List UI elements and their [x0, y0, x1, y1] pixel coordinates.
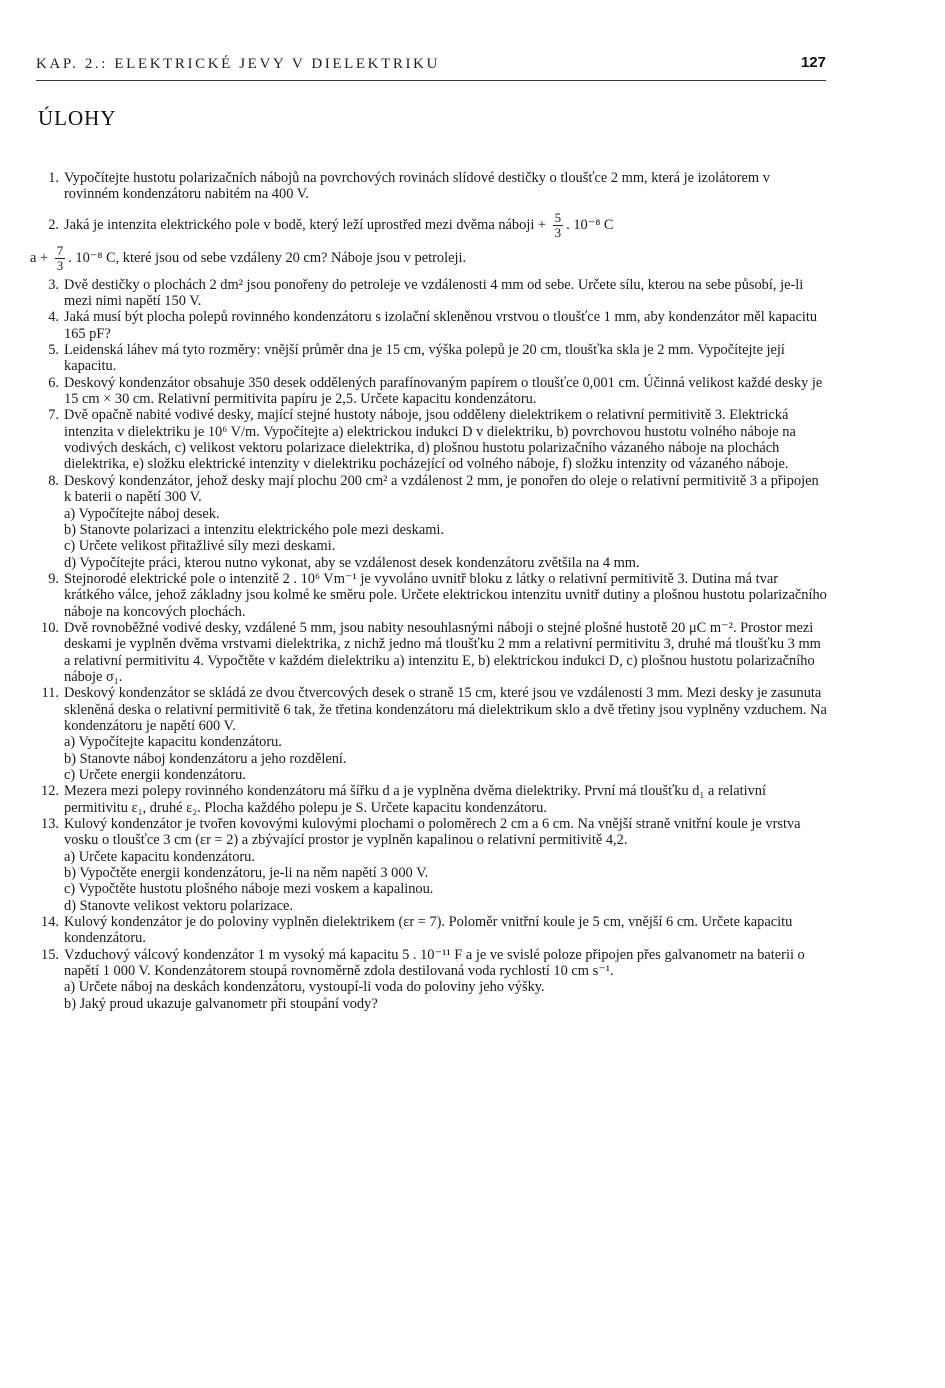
section-title: ÚLOHY: [38, 106, 117, 130]
problem-number: 14.: [41, 914, 59, 931]
problem-13: [30, 816, 828, 914]
page-number: 127: [800, 54, 826, 71]
fraction-7-3: $\frac{7}{3}$: [56, 242, 64, 273]
subquestion-a: a) Určete kapacitu kondenzátoru.: [64, 848, 255, 865]
running-title: KAP. 2.: ELEKTRICKÉ JEVY V DIELEKTRIKU: [36, 56, 440, 72]
problem-2-line-2: [30, 244, 828, 273]
problem-9: [30, 571, 828, 620]
problem-number: 5.: [48, 342, 59, 359]
problem-7: [30, 407, 828, 472]
page-header: [36, 52, 826, 82]
problem-4: [30, 309, 828, 342]
problem-text: Leidenská láhev má tyto rozměry: vnější průměr dna je 15 cm, výška polepů je 20 cm, tloušťka skla je 2 mm. Vypočítejte její kapacitu.: [64, 342, 785, 375]
problem-number: 13.: [41, 816, 59, 833]
subquestion-b: b) Stanovte náboj kondenzátoru a jeho rozdělení.: [64, 750, 347, 767]
problem-text: a +: [30, 249, 49, 266]
problem-3: [30, 277, 828, 310]
problem-number: 7.: [48, 407, 59, 424]
problem-1: [30, 170, 828, 203]
subquestion-a: a) Určete náboj na deskách kondenzátoru, vystoupí-li voda do poloviny jeho výšky.: [64, 979, 545, 996]
fraction-5-3: $\frac{5}{3}$: [554, 209, 562, 240]
problem-list: [30, 170, 828, 1012]
problem-number: 8.: [48, 472, 59, 489]
subquestion-b: b) Jaký proud ukazuje galvanometr při stoupání vody?: [64, 995, 378, 1012]
header-rule: [36, 80, 826, 81]
problem-text: . 10⁻⁸ C, které jsou od sebe vzdáleny 20 cm? Náboje jsou v petroleji.: [68, 249, 467, 266]
problem-text: Stejnorodé elektrické pole o intenzitě 2 . 10⁶ Vm⁻¹ je vyvoláno uvnitř bloku z látky o relativní permitivitě 3. Dutina má tvar krátkého válce, jehož základny jsou kolmé ke směru pole. Určete elektrickou intenzitu uvnitř dutiny a plošnou hustotu polarizačního náboje na koncových plochách.: [64, 570, 827, 620]
problem-number: 15.: [41, 946, 59, 963]
problem-text: Vypočítejte hustotu polarizačních nábojů na povrchových rovinách slídové destičky o tloušťce 2 mm, která je izolátorem v rovinném kondenzátoru nabitém na 400 V.: [64, 170, 770, 203]
problem-number: 10.: [41, 619, 59, 636]
subquestion-c: c) Určete energii kondenzátoru.: [64, 767, 246, 783]
problem-2-line-1: [64, 211, 828, 240]
problem-number: 2.: [48, 216, 59, 233]
problem-number: 1.: [48, 170, 59, 186]
problem-15: [30, 947, 828, 1012]
problem-text: . 10⁻⁸ C: [566, 216, 614, 233]
subquestion-d: d) Stanovte velikost vektoru polarizace.: [64, 897, 293, 914]
problem-number: 12.: [41, 783, 59, 800]
problem-text: Mezera mezi polepy rovinného kondenzátoru má šířku d a je vyplněna dvěma dielektriky. První má tloušťku d₁ a relativní permitivitu ε₁, druhé ε₂. Plocha každého polepu je S. Určete kapacitu kondenzátoru.: [64, 783, 766, 816]
problem-6: [30, 375, 828, 408]
problem-text: Kulový kondenzátor je tvořen kovovými kulovými plochami o poloměrech 2 cm a 6 cm. Na vnější straně vnitřní koule je vrstva vosku o tloušťce 3 cm (εr = 2) a zbývající prostor je vyplněn kapalinou o relativní permitivitě 4,2.: [64, 816, 801, 849]
problem-number: 6.: [48, 374, 59, 391]
subquestion-a: a) Vypočítejte náboj desek.: [64, 505, 220, 522]
problem-10: [30, 620, 828, 685]
problem-2: [30, 211, 828, 273]
problem-text: Jaká je intenzita elektrického pole v bodě, který leží uprostřed mezi dvěma náboji +: [64, 216, 547, 233]
problem-8: [30, 473, 828, 571]
subquestion-b: b) Stanovte polarizaci a intenzitu elektrického pole mezi deskami.: [64, 521, 445, 538]
subquestion-a: a) Vypočítejte kapacitu kondenzátoru.: [64, 734, 282, 751]
subquestion-d: d) Vypočítejte práci, kterou nutno vykonat, aby se vzdálenost desek kondenzátoru zvětšila na 4 mm.: [64, 554, 640, 571]
problem-text: Deskový kondenzátor, jehož desky mají plochu 200 cm² a vzdálenost 2 mm, je ponořen do oleje o relativní permitivitě 3 a připojen k baterii o napětí 300 V.: [64, 472, 819, 506]
problem-12: [30, 783, 828, 816]
problem-text: Jaká musí být plocha polepů rovinného kondenzátoru s izolační skleněnou vrstvou o tloušťce 1 mm, aby kondenzátor měl kapacitu 165 pF?: [64, 309, 818, 342]
problem-text: Dvě rovnoběžné vodivé desky, vzdálené 5 mm, jsou nabity nesouhlasnými náboji o stejné plošné hustotě 20 μC m⁻². Prostor mezi deskami je vyplněn dvěma vrstvami dielektrika, z nichž jedno má tloušťku 2 mm a relativní permitivitu 3, druhé má tloušťku 3 mm a relativní permitivitu 4. Vypočtěte v každém dielektriku a) intenzitu E, b) elektrickou indukci D, c) plošnou hustotu polarizačního náboje σ₁.: [64, 619, 821, 685]
problem-number: 11.: [41, 685, 59, 702]
problem-text: Deskový kondenzátor se skládá ze dvou čtvercových desek o straně 15 cm, které jsou ve vzdálenosti 3 mm. Mezi desky je zasunuta skleněná deska o relativní permitivitě 6 tak, že třetina kondenzátoru má dielektrikum sklo a dvě třetiny jsou vyplněny vzduchem. Na kondenzátoru je napětí 600 V.: [64, 685, 827, 734]
problem-text: Vzduchový válcový kondenzátor 1 m vysoký má kapacitu 5 . 10⁻¹¹ F a je ve svislé poloze připojen přes galvanometr na baterii o napětí 1 000 V. Kondenzátorem stoupá rovnoměrně zdola destilovaná voda rychlostí 10 cm s⁻¹.: [64, 946, 805, 980]
problem-number: 9.: [48, 570, 59, 587]
problem-11: [30, 685, 828, 783]
problem-14: [30, 914, 828, 947]
problem-text: Dvě opačně nabité vodivé desky, mající stejné hustoty náboje, jsou odděleny dielektrikem o relativní permitivitě 3. Elektrická intenzita v dielektriku je 10⁶ V/m. Vypočítejte a) elektrickou indukci D v dielektriku, b) povrchovou hustotu volného náboje na vodivých deskách, c) velikost vektoru polarizace dielektrika, d) plošnou hustotu polarizačního vázaného náboje na plochách dielektrika, e) složku elektrické intenzity v dielektriku pocházející od volného náboje, f) složku intenzity od vázaného náboje.: [64, 407, 796, 473]
subquestion-c: c) Vypočtěte hustotu plošného náboje mezi voskem a kapalinou.: [64, 881, 434, 898]
problem-text: Dvě destičky o plochách 2 dm² jsou ponořeny do petroleje ve vzdálenosti 4 mm od sebe. Určete sílu, kterou na sebe působí, je-li mezi nimi napětí 150 V.: [64, 276, 804, 310]
subquestion-b: b) Vypočtěte energii kondenzátoru, je-li na něm napětí 3 000 V.: [64, 865, 429, 882]
problem-number: 4.: [48, 309, 59, 326]
problem-text: Kulový kondenzátor je do poloviny vyplněn dielektrikem (εr = 7). Poloměr vnitřní koule je 5 cm, vnější 6 cm. Určete kapacitu kondenzátoru.: [64, 914, 793, 947]
problem-5: [30, 342, 828, 375]
problem-text: Deskový kondenzátor obsahuje 350 desek oddělených parafínovaným papírem o tloušťce 0,001 cm. Účinná velikost každé desky je 15 cm × 30 cm. Relativní permitivita papíru je 2,5. Určete kapacitu kondenzátoru.: [64, 374, 823, 408]
subquestion-c: c) Určete velikost přitažlivé síly mezi deskami.: [64, 538, 336, 555]
problem-number: 3.: [48, 276, 59, 293]
